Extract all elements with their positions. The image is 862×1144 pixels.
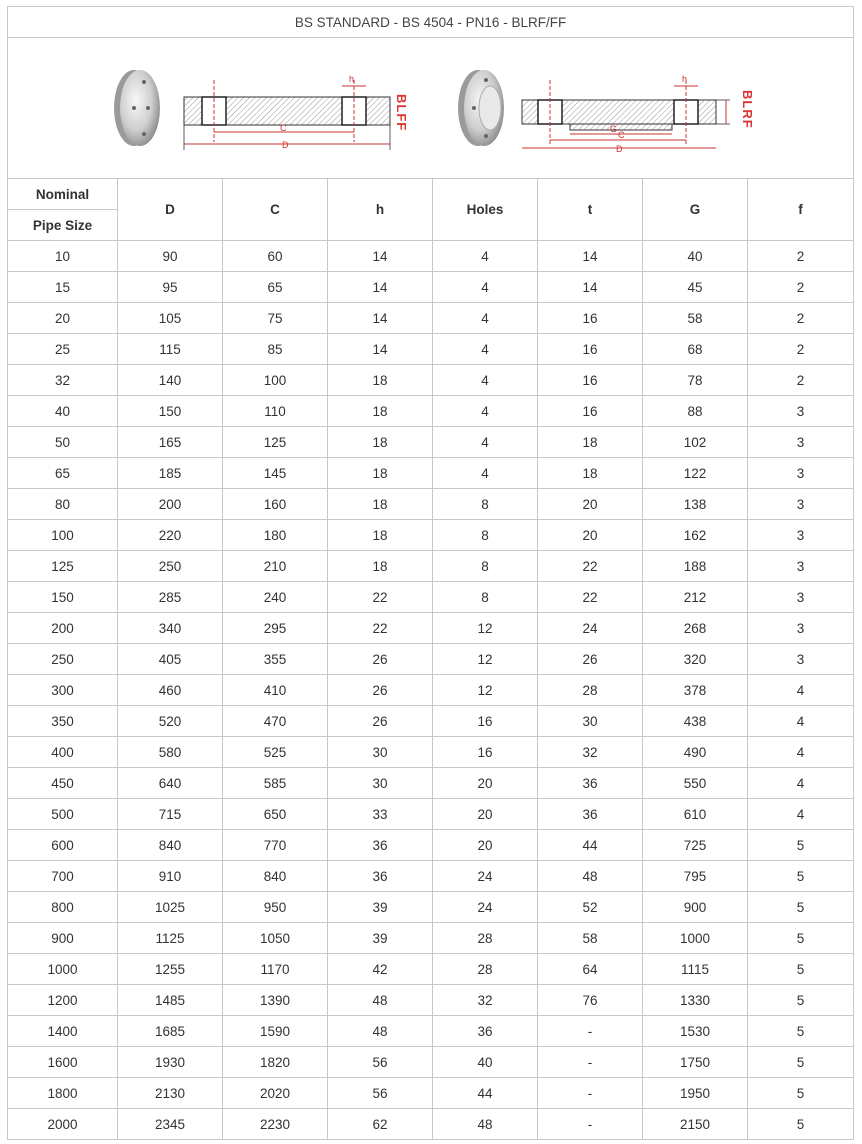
table-cell: 18 <box>328 489 433 520</box>
blrf-section-drawing-icon <box>522 80 730 148</box>
table-cell: 58 <box>643 303 748 334</box>
table-cell: 5 <box>748 1016 854 1047</box>
header-pipe-size: Pipe Size <box>8 210 118 241</box>
table-cell: 910 <box>118 861 223 892</box>
table-cell: 500 <box>8 799 118 830</box>
table-cell: 18 <box>328 551 433 582</box>
table-cell: 2130 <box>118 1078 223 1109</box>
table-cell: 1485 <box>118 985 223 1016</box>
table-cell: 22 <box>328 613 433 644</box>
table-cell: 14 <box>328 334 433 365</box>
table-cell: 20 <box>538 520 643 551</box>
header-col-holes: Holes <box>433 179 538 241</box>
table-cell: 145 <box>223 458 328 489</box>
table-cell: 295 <box>223 613 328 644</box>
table-cell: 840 <box>223 861 328 892</box>
table-row <box>8 923 854 954</box>
table-cell: 350 <box>8 706 118 737</box>
table-cell: 68 <box>643 334 748 365</box>
table-row <box>8 365 854 396</box>
table-cell: 320 <box>643 644 748 675</box>
table-cell: 95 <box>118 272 223 303</box>
table-cell: 48 <box>433 1109 538 1140</box>
table-cell: 4 <box>433 241 538 272</box>
table-cell: 180 <box>223 520 328 551</box>
table-title: BS STANDARD - BS 4504 - PN16 - BLRF/FF <box>8 7 854 38</box>
side-label-blrf: BLRF <box>740 90 755 129</box>
table-cell: 2150 <box>643 1109 748 1140</box>
table-cell: 110 <box>223 396 328 427</box>
table-cell: 400 <box>8 737 118 768</box>
dim-g-label: G <box>610 124 618 134</box>
table-cell: 950 <box>223 892 328 923</box>
table-cell: 40 <box>433 1047 538 1078</box>
table-cell: 36 <box>328 861 433 892</box>
table-cell: 4 <box>433 365 538 396</box>
table-cell: 14 <box>328 303 433 334</box>
table-row <box>8 830 854 861</box>
header-col-c: C <box>223 179 328 241</box>
table-row <box>8 675 854 706</box>
side-label-blff: BLFF <box>394 94 409 132</box>
table-cell: 8 <box>433 489 538 520</box>
table-cell: 4 <box>748 768 854 799</box>
table-cell: 5 <box>748 985 854 1016</box>
table-cell: 36 <box>433 1016 538 1047</box>
table-cell: 18 <box>328 427 433 458</box>
table-cell: 3 <box>748 613 854 644</box>
table-cell: 600 <box>8 830 118 861</box>
table-cell: 640 <box>118 768 223 799</box>
table-body <box>8 241 854 1140</box>
table-cell: 900 <box>643 892 748 923</box>
table-cell: 18 <box>328 458 433 489</box>
table-cell: 795 <box>643 861 748 892</box>
table-cell: 20 <box>538 489 643 520</box>
table-cell: 12 <box>433 675 538 706</box>
table-cell: 30 <box>328 768 433 799</box>
table-cell: 138 <box>643 489 748 520</box>
table-row <box>8 799 854 830</box>
table-cell: 1255 <box>118 954 223 985</box>
table-cell: 210 <box>223 551 328 582</box>
table-cell: 4 <box>433 458 538 489</box>
table-cell: 525 <box>223 737 328 768</box>
header-col-t: t <box>538 179 643 241</box>
table-cell: 30 <box>538 706 643 737</box>
table-cell: 2 <box>748 334 854 365</box>
dim-c-label: C <box>280 123 287 133</box>
table-row <box>8 427 854 458</box>
table-cell: 22 <box>538 551 643 582</box>
table-cell: 18 <box>538 427 643 458</box>
table-cell: 36 <box>538 799 643 830</box>
table-cell: 16 <box>538 396 643 427</box>
table-cell: 36 <box>328 830 433 861</box>
table-cell: 76 <box>538 985 643 1016</box>
table-cell: 250 <box>8 644 118 675</box>
table-cell: 8 <box>433 582 538 613</box>
table-cell: 10 <box>8 241 118 272</box>
table-cell: 24 <box>433 861 538 892</box>
table-cell: 28 <box>433 954 538 985</box>
table-cell: 125 <box>8 551 118 582</box>
table-cell: 185 <box>118 458 223 489</box>
table-cell: 1400 <box>8 1016 118 1047</box>
table-row <box>8 1078 854 1109</box>
table-cell: 200 <box>118 489 223 520</box>
table-cell: 32 <box>8 365 118 396</box>
blind-flange-photo-icon <box>114 70 160 146</box>
table-row <box>8 1047 854 1078</box>
table-cell: 2 <box>748 365 854 396</box>
table-cell: 3 <box>748 520 854 551</box>
table-cell: 5 <box>748 861 854 892</box>
table-cell: 520 <box>118 706 223 737</box>
table-cell: 16 <box>538 365 643 396</box>
table-cell: 4 <box>433 272 538 303</box>
table-cell: 2020 <box>223 1078 328 1109</box>
table-cell: 4 <box>433 396 538 427</box>
table-cell: 580 <box>118 737 223 768</box>
table-cell: 650 <box>223 799 328 830</box>
table-cell: - <box>538 1078 643 1109</box>
table-cell: 78 <box>643 365 748 396</box>
dim-h-label: h <box>682 74 688 84</box>
table-cell: 1125 <box>118 923 223 954</box>
table-row <box>8 272 854 303</box>
table-cell: 16 <box>538 303 643 334</box>
table-cell: 40 <box>8 396 118 427</box>
table-row <box>8 396 854 427</box>
table-cell: 188 <box>643 551 748 582</box>
table-cell: 14 <box>538 241 643 272</box>
dim-d-label: D <box>282 140 289 150</box>
table-cell: 18 <box>328 396 433 427</box>
table-cell: 90 <box>118 241 223 272</box>
table-cell: 410 <box>223 675 328 706</box>
table-cell: 2 <box>748 303 854 334</box>
header-col-d: D <box>118 179 223 241</box>
table-cell: 14 <box>328 272 433 303</box>
table-cell: 20 <box>433 799 538 830</box>
table-cell: 1050 <box>223 923 328 954</box>
table-cell: 56 <box>328 1047 433 1078</box>
table-cell: 45 <box>643 272 748 303</box>
table-row <box>8 737 854 768</box>
table-cell: 340 <box>118 613 223 644</box>
table-cell: 5 <box>748 923 854 954</box>
table-cell: 48 <box>538 861 643 892</box>
table-cell: 80 <box>8 489 118 520</box>
header-nominal: Nominal <box>8 179 118 210</box>
table-cell: 1170 <box>223 954 328 985</box>
table-cell: 250 <box>118 551 223 582</box>
table-cell: 1930 <box>118 1047 223 1078</box>
table-cell: 12 <box>433 644 538 675</box>
dim-d-label: D <box>616 144 623 154</box>
table-row <box>8 985 854 1016</box>
table-row <box>8 1016 854 1047</box>
table-cell: 2 <box>748 272 854 303</box>
table-cell: 4 <box>433 427 538 458</box>
table-cell: 58 <box>538 923 643 954</box>
table-cell: 64 <box>538 954 643 985</box>
table-row <box>8 954 854 985</box>
table-cell: 3 <box>748 644 854 675</box>
table-cell: 32 <box>538 737 643 768</box>
table-cell: - <box>538 1047 643 1078</box>
table-cell: 16 <box>433 706 538 737</box>
table-cell: 770 <box>223 830 328 861</box>
table-cell: 100 <box>8 520 118 551</box>
dim-h-label: h <box>349 74 355 84</box>
table-cell: 3 <box>748 551 854 582</box>
table-cell: 1950 <box>643 1078 748 1109</box>
table-cell: 14 <box>328 241 433 272</box>
table-cell: 4 <box>748 706 854 737</box>
table-cell: 20 <box>433 830 538 861</box>
table-cell: 405 <box>118 644 223 675</box>
table-cell: 88 <box>643 396 748 427</box>
table-cell: 50 <box>8 427 118 458</box>
table-cell: 1685 <box>118 1016 223 1047</box>
table-cell: 5 <box>748 830 854 861</box>
blff-figure <box>100 60 420 160</box>
table-cell: 18 <box>538 458 643 489</box>
table-cell: 4 <box>748 675 854 706</box>
table-cell: - <box>538 1016 643 1047</box>
table-row <box>8 458 854 489</box>
table-cell: 3 <box>748 458 854 489</box>
table-cell: 800 <box>8 892 118 923</box>
table-cell: 5 <box>748 1047 854 1078</box>
table-cell: 2345 <box>118 1109 223 1140</box>
table-cell: 33 <box>328 799 433 830</box>
flange-spec-sheet <box>7 6 853 1140</box>
table-cell: 24 <box>433 892 538 923</box>
table-cell: 40 <box>643 241 748 272</box>
table-row <box>8 892 854 923</box>
table-cell: 8 <box>433 520 538 551</box>
table-row <box>8 768 854 799</box>
table-cell: 900 <box>8 923 118 954</box>
table-cell: 200 <box>8 613 118 644</box>
table-cell: 150 <box>118 396 223 427</box>
table-cell: 470 <box>223 706 328 737</box>
table-cell: 212 <box>643 582 748 613</box>
table-cell: 725 <box>643 830 748 861</box>
table-cell: 42 <box>328 954 433 985</box>
table-cell: 36 <box>538 768 643 799</box>
table-cell: 85 <box>223 334 328 365</box>
table-row <box>8 520 854 551</box>
table-cell: 5 <box>748 1109 854 1140</box>
table-cell: 5 <box>748 954 854 985</box>
table-cell: 102 <box>643 427 748 458</box>
table-row <box>8 241 854 272</box>
table-cell: 62 <box>328 1109 433 1140</box>
table-cell: 5 <box>748 892 854 923</box>
table-cell: 39 <box>328 892 433 923</box>
table-cell: - <box>538 1109 643 1140</box>
table-cell: 20 <box>433 768 538 799</box>
table-row <box>8 582 854 613</box>
table-row <box>8 644 854 675</box>
table-cell: 1600 <box>8 1047 118 1078</box>
table-cell: 18 <box>328 365 433 396</box>
table-cell: 115 <box>118 334 223 365</box>
table-cell: 1000 <box>643 923 748 954</box>
table-cell: 268 <box>643 613 748 644</box>
table-cell: 2000 <box>8 1109 118 1140</box>
table-cell: 240 <box>223 582 328 613</box>
table-cell: 715 <box>118 799 223 830</box>
table-cell: 2230 <box>223 1109 328 1140</box>
table-cell: 1800 <box>8 1078 118 1109</box>
dim-c-label: C <box>618 130 625 140</box>
figure-cell <box>8 38 854 179</box>
table-cell: 18 <box>328 520 433 551</box>
table-row <box>8 489 854 520</box>
header-col-h: h <box>328 179 433 241</box>
table-cell: 438 <box>643 706 748 737</box>
table-cell: 165 <box>118 427 223 458</box>
table-cell: 3 <box>748 489 854 520</box>
table-cell: 8 <box>433 551 538 582</box>
table-row <box>8 1109 854 1140</box>
flange-table <box>7 6 854 1140</box>
table-cell: 32 <box>433 985 538 1016</box>
table-cell: 24 <box>538 613 643 644</box>
table-cell: 1000 <box>8 954 118 985</box>
table-cell: 30 <box>328 737 433 768</box>
table-cell: 1820 <box>223 1047 328 1078</box>
table-cell: 378 <box>643 675 748 706</box>
table-row <box>8 613 854 644</box>
table-cell: 150 <box>8 582 118 613</box>
table-cell: 44 <box>433 1078 538 1109</box>
table-cell: 1115 <box>643 954 748 985</box>
table-row <box>8 303 854 334</box>
table-cell: 3 <box>748 582 854 613</box>
table-cell: 490 <box>643 737 748 768</box>
table-cell: 4 <box>748 737 854 768</box>
table-cell: 1025 <box>118 892 223 923</box>
table-cell: 39 <box>328 923 433 954</box>
table-cell: 220 <box>118 520 223 551</box>
table-cell: 44 <box>538 830 643 861</box>
table-cell: 355 <box>223 644 328 675</box>
table-cell: 22 <box>538 582 643 613</box>
table-cell: 550 <box>643 768 748 799</box>
table-cell: 1590 <box>223 1016 328 1047</box>
table-cell: 160 <box>223 489 328 520</box>
table-row <box>8 551 854 582</box>
table-cell: 700 <box>8 861 118 892</box>
table-cell: 16 <box>538 334 643 365</box>
table-cell: 125 <box>223 427 328 458</box>
table-cell: 56 <box>328 1078 433 1109</box>
table-row <box>8 334 854 365</box>
table-cell: 840 <box>118 830 223 861</box>
table-cell: 5 <box>748 1078 854 1109</box>
table-cell: 20 <box>8 303 118 334</box>
table-cell: 28 <box>433 923 538 954</box>
table-cell: 585 <box>223 768 328 799</box>
table-cell: 122 <box>643 458 748 489</box>
table-cell: 3 <box>748 427 854 458</box>
table-cell: 460 <box>118 675 223 706</box>
table-cell: 22 <box>328 582 433 613</box>
table-cell: 1390 <box>223 985 328 1016</box>
table-cell: 285 <box>118 582 223 613</box>
table-cell: 25 <box>8 334 118 365</box>
table-cell: 60 <box>223 241 328 272</box>
table-cell: 26 <box>328 706 433 737</box>
table-cell: 1330 <box>643 985 748 1016</box>
table-cell: 300 <box>8 675 118 706</box>
table-cell: 1200 <box>8 985 118 1016</box>
table-cell: 2 <box>748 241 854 272</box>
raised-face-flange-photo-icon <box>458 70 504 146</box>
table-row <box>8 706 854 737</box>
table-cell: 4 <box>748 799 854 830</box>
table-cell: 75 <box>223 303 328 334</box>
header-col-g: G <box>643 179 748 241</box>
table-cell: 450 <box>8 768 118 799</box>
table-cell: 15 <box>8 272 118 303</box>
table-cell: 26 <box>328 644 433 675</box>
table-cell: 48 <box>328 1016 433 1047</box>
table-cell: 140 <box>118 365 223 396</box>
blrf-figure <box>450 60 770 160</box>
table-cell: 162 <box>643 520 748 551</box>
table-cell: 26 <box>538 644 643 675</box>
table-cell: 610 <box>643 799 748 830</box>
table-cell: 1530 <box>643 1016 748 1047</box>
table-cell: 28 <box>538 675 643 706</box>
table-cell: 52 <box>538 892 643 923</box>
table-cell: 26 <box>328 675 433 706</box>
table-cell: 100 <box>223 365 328 396</box>
table-cell: 65 <box>8 458 118 489</box>
table-cell: 12 <box>433 613 538 644</box>
table-cell: 105 <box>118 303 223 334</box>
table-cell: 48 <box>328 985 433 1016</box>
table-row <box>8 861 854 892</box>
table-cell: 1750 <box>643 1047 748 1078</box>
table-cell: 65 <box>223 272 328 303</box>
table-cell: 3 <box>748 396 854 427</box>
table-cell: 4 <box>433 303 538 334</box>
header-col-f: f <box>748 179 854 241</box>
table-cell: 16 <box>433 737 538 768</box>
table-cell: 14 <box>538 272 643 303</box>
table-cell: 4 <box>433 334 538 365</box>
